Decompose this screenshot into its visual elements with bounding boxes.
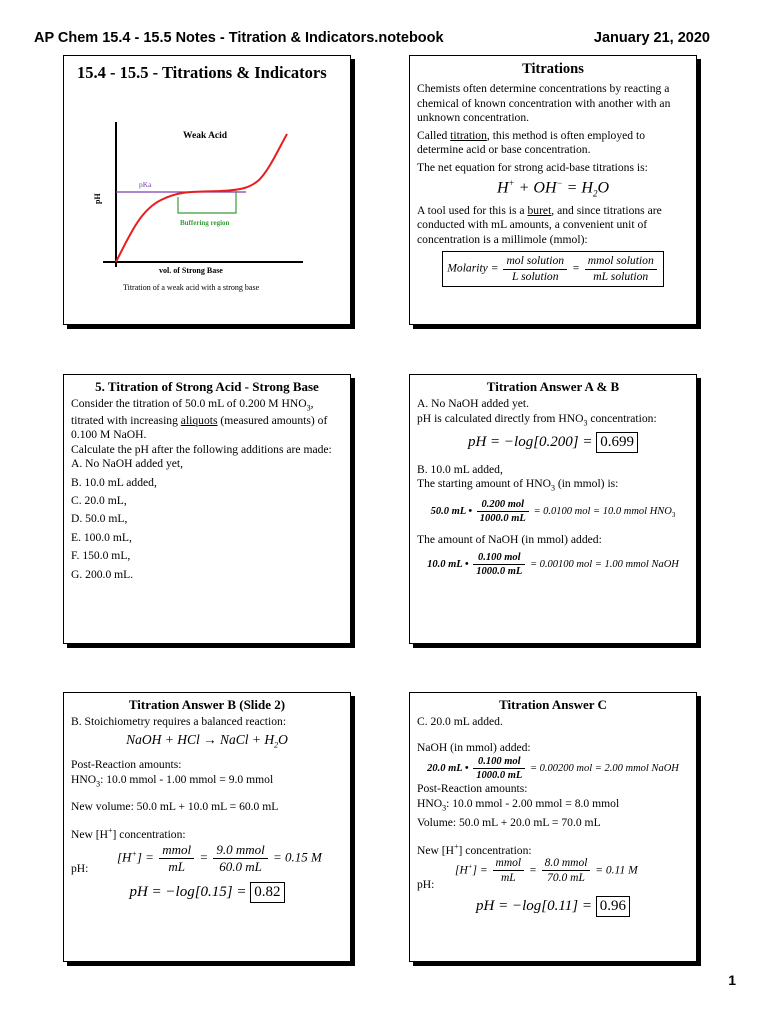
paragraph: Called titration, this method is often employed to determine acid or base concentration.: [417, 128, 645, 157]
buffering-bracket: [178, 191, 236, 213]
addition-list: [71, 457, 343, 582]
pka-label: pKa: [139, 180, 152, 189]
ph-equation: pH = −log[0.11] = 0.96: [417, 896, 689, 917]
paragraph: Calculate the pH after the following additions are made:: [71, 442, 332, 456]
slide-strong-acid-strong-base: [63, 374, 351, 644]
slide-title: 15.4 - 15.5 - Titrations & Indicators: [77, 63, 327, 82]
net-ionic-equation: $H^+ + OH^- = H_2O$: [496, 178, 610, 199]
h-concentration-calc: pH: [H+] = $\frac{\text{mmol}}{mL}$ = $\frac{\text{8.0 mmol}}{70.0 mL}$ = 0.11 M: [417, 857, 638, 892]
slide-answer-b-2: [63, 692, 351, 962]
paragraph: New [H+] concentration:: [417, 841, 532, 857]
paragraph: Chemists often determine concentrations by reacting a chemical of known concentration with another with an unknown concentration.: [417, 82, 671, 125]
list-item: A. No NaOH added yet,: [71, 457, 184, 471]
paragraph: B. Stoichiometry requires a balanced reaction:: [71, 715, 287, 729]
slide-titrations: [409, 55, 697, 325]
slide-answer-a-b: [409, 374, 697, 644]
document-title: AP Chem 15.4 - 15.5 Notes - Titration & Indicators.notebook: [34, 30, 444, 46]
document-date: January 21, 2020: [593, 30, 710, 46]
h-concentration-calc: pH: [H+] = $\frac{\text{mmol}}{mL}$ = $\frac{\text{9.0 mmol}}{60.0 mL}$ = 0.15 M: [71, 842, 322, 876]
ph-equation-a: pH = −log[0.200] = 0.699: [417, 432, 689, 453]
slide-title: Titration Answer C: [499, 697, 607, 712]
answer-box: 0.96: [596, 896, 630, 917]
list-item: D. 50.0 mL,: [71, 512, 128, 526]
slide-title: Titration Answer B (Slide 2): [128, 697, 286, 712]
graph-caption: Titration of a weak acid with a strong base: [123, 283, 260, 292]
paragraph: B. 10.0 mL added,: [417, 462, 503, 476]
paragraph: The amount of NaOH (in mmol) added:: [417, 532, 602, 546]
page-number: 1: [728, 972, 736, 988]
molarity-equation: Molarity = $\frac{\text{mol solution}}{\text{L solution}}$ = $\frac{\text{mmol solution}}{\text{mL solution}}$: [417, 251, 689, 287]
titration-curve: [116, 134, 287, 262]
naoh-mmol-calc: 10.0 mL • $\frac{\text{0.100 mol}}{1000.0 mL}$ = 0.00100 mol = 1.00 mmol NaOH: [427, 552, 679, 578]
list-item: B. 10.0 mL added,: [71, 475, 157, 489]
slide-title: 5. Titration of Strong Acid - Strong Base: [95, 379, 319, 394]
list-item: C. 20.0 mL,: [71, 493, 127, 507]
hno3-mmol-calc: 50.0 mL • $\frac{\text{0.200 mol}}{1000.0 mL}$ = 0.0100 mol = 10.0 mmol $HNO_3$: [430, 498, 676, 524]
paragraph: Post-Reaction amounts:: [417, 782, 528, 796]
ph-label: pH:: [71, 862, 89, 876]
list-item: E. 100.0 mL,: [71, 530, 132, 544]
paragraph: $HNO_3$: 10.0 mmol - 1.00 mmol = 9.0 mmol: [71, 772, 274, 789]
paragraph: A. No NaOH added yet.: [417, 397, 530, 411]
slide-titrations-indicators: [63, 55, 351, 325]
buffering-label: Buffering region: [180, 219, 230, 227]
paragraph: The net equation for strong acid-base titrations is:: [417, 160, 648, 174]
weak-acid-titration-graph: [71, 92, 345, 322]
list-item: F. 150.0 mL,: [71, 549, 131, 563]
paragraph: Volume: 50.0 mL + 20.0 mL = 70.0 mL: [417, 816, 601, 830]
balanced-reaction: NaOH + HCl → NaCl + $H_2O$: [126, 731, 288, 750]
paragraph: C. 20.0 mL added.: [417, 715, 503, 729]
paragraph: New volume: 50.0 mL + 10.0 mL = 60.0 mL: [71, 800, 279, 814]
slide-title: Titrations: [522, 61, 584, 77]
x-axis-label: vol. of Strong Base: [159, 266, 223, 275]
paragraph: Post-Reaction amounts:: [71, 758, 182, 772]
answer-box: 0.82: [250, 882, 284, 903]
ph-equation: pH = −log[0.15] = 0.82: [71, 882, 343, 903]
paragraph: pH is calculated directly from $HNO_3$ concentration:: [417, 411, 657, 428]
y-axis-label: pH: [93, 193, 102, 204]
paragraph: NaOH (in mmol) added:: [417, 740, 531, 754]
paragraph: A tool used for this is a buret, and since titrations are conducted with mL amounts, a convenient unit of concentration is a millimole (mmol):: [417, 203, 662, 246]
ph-label: pH:: [417, 878, 435, 892]
paragraph: $HNO_3$: 10.0 mmol - 2.00 mmol = 8.0 mmol: [417, 796, 620, 813]
graph-title: Weak Acid: [183, 131, 228, 141]
slide-answer-c: [409, 692, 697, 962]
slide-title: Titration Answer A & B: [486, 379, 620, 394]
answer-box: 0.699: [596, 432, 638, 453]
paragraph: New [H+] concentration:: [71, 825, 186, 841]
paragraph: The starting amount of $HNO_3$ (in mmol) is:: [417, 477, 619, 493]
list-item: G. 200.0 mL.: [71, 567, 134, 581]
naoh-mmol-calc: 20.0 mL • $\frac{\text{0.100 mol}}{1000.0 mL}$ = 0.00200 mol = 2.00 mmol NaOH: [427, 756, 679, 782]
paragraph: Consider the titration of 50.0 mL of 0.200 M $HNO_3$, titrated with increasing aliquots (measured amounts) of 0.100 M NaOH.: [71, 397, 328, 442]
